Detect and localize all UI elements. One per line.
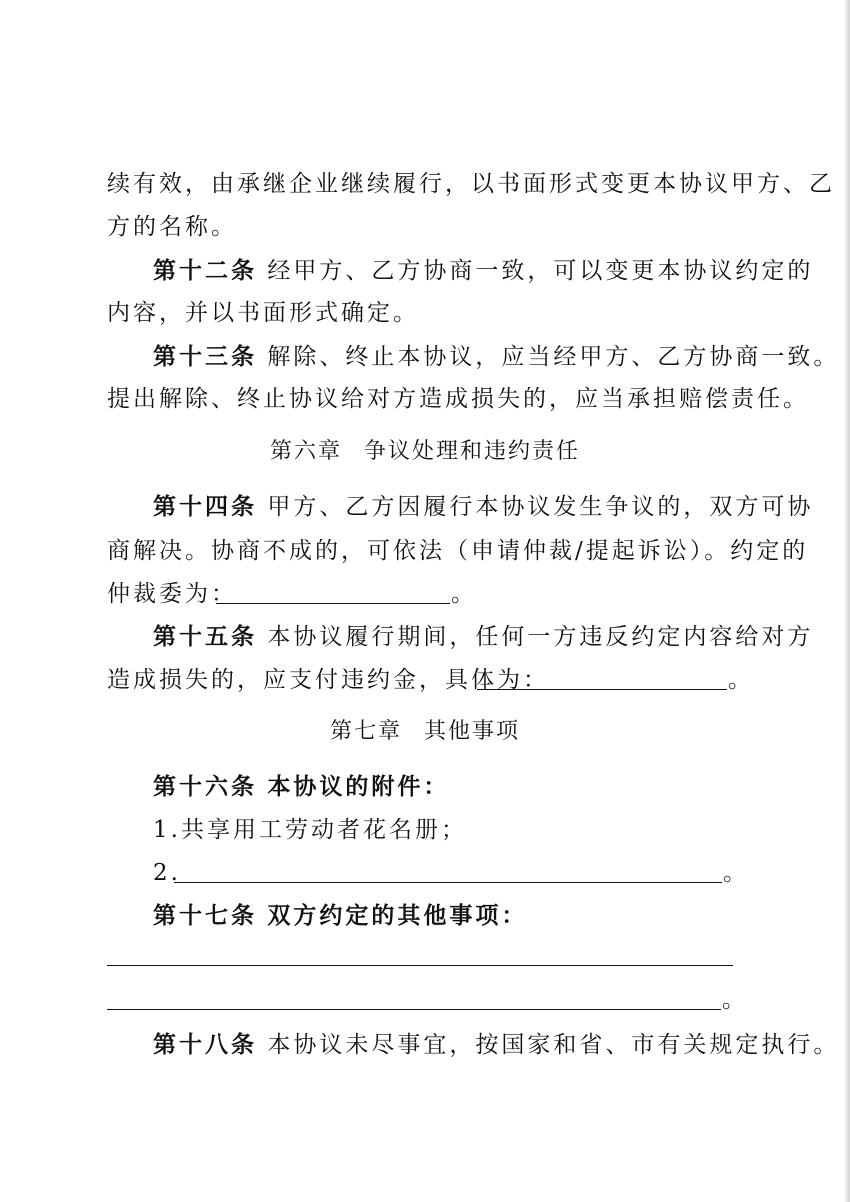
article-text: 双方约定的其他事项： xyxy=(267,902,528,929)
fill-blank-line xyxy=(477,689,727,690)
article-15 xyxy=(153,622,814,652)
period: 。 xyxy=(722,987,745,1013)
chapter-heading xyxy=(0,717,850,747)
article-13 xyxy=(153,342,840,372)
article-18 xyxy=(153,1030,840,1060)
text: 造成损失的，应支付违约金，具体为： xyxy=(107,667,549,693)
text: 内容，并以书面形式确定。 xyxy=(107,300,419,326)
text: 商解决。协商不成的，可依法（申请仲裁/提起诉讼）。约定的 xyxy=(107,538,809,564)
chapter-number: 第六章 xyxy=(269,439,342,464)
article-12 xyxy=(153,256,814,286)
paragraph-line xyxy=(107,298,747,328)
fill-blank-line xyxy=(216,603,450,604)
period: 。 xyxy=(723,860,746,886)
paragraph-line xyxy=(107,212,747,242)
article-label: 第十七条 xyxy=(153,902,257,929)
article-text: 解除、终止本协议，应当经甲方、乙方协商一致。 xyxy=(267,344,840,370)
article-label: 第十五条 xyxy=(153,623,257,650)
fill-blank-line xyxy=(107,1009,721,1010)
chapter-title: 其他事项 xyxy=(424,719,521,744)
paragraph-line xyxy=(107,579,747,609)
period: 。 xyxy=(728,667,751,693)
text: 2. xyxy=(153,860,181,886)
attachment-item xyxy=(153,858,793,888)
chapter-number: 第七章 xyxy=(329,719,402,744)
article-14 xyxy=(153,492,814,522)
paragraph-line xyxy=(107,384,809,414)
text: 方的名称。 xyxy=(107,214,237,240)
article-label: 第十八条 xyxy=(153,1031,257,1058)
article-17 xyxy=(153,901,793,931)
text: 提出解除、终止协议给对方造成损失的，应当承担赔偿责任。 xyxy=(107,386,809,412)
article-text: 甲方、乙方因履行本协议发生争议的，双方可协 xyxy=(267,494,814,520)
paragraph-line xyxy=(107,665,747,695)
paragraph-line xyxy=(107,169,835,199)
article-label: 第十三条 xyxy=(153,343,257,370)
paragraph-line xyxy=(107,536,809,566)
text: 续有效，由承继企业继续履行，以书面形式变更本协议甲方、乙 xyxy=(107,171,835,197)
text: 1.共享用工劳动者花名册； xyxy=(153,817,467,843)
article-text: 本协议的附件： xyxy=(267,773,450,800)
article-label: 第十六条 xyxy=(153,773,257,800)
chapter-heading xyxy=(0,437,850,467)
period: 。 xyxy=(451,581,474,607)
article-label: 第十二条 xyxy=(153,257,257,284)
chapter-title: 争议处理和违约责任 xyxy=(364,439,581,464)
attachment-item xyxy=(153,815,793,845)
text: 仲裁委为： xyxy=(107,581,237,607)
fill-blank-line xyxy=(107,965,733,966)
page-edge-shadow xyxy=(844,0,850,1202)
article-label: 第十四条 xyxy=(153,493,257,520)
fill-blank-line xyxy=(174,882,722,883)
article-text: 本协议履行期间，任何一方违反约定内容给对方 xyxy=(267,624,814,650)
article-text: 经甲方、乙方协商一致，可以变更本协议约定的 xyxy=(267,258,814,284)
article-16 xyxy=(153,772,793,802)
article-text: 本协议未尽事宜，按国家和省、市有关规定执行。 xyxy=(267,1032,840,1058)
